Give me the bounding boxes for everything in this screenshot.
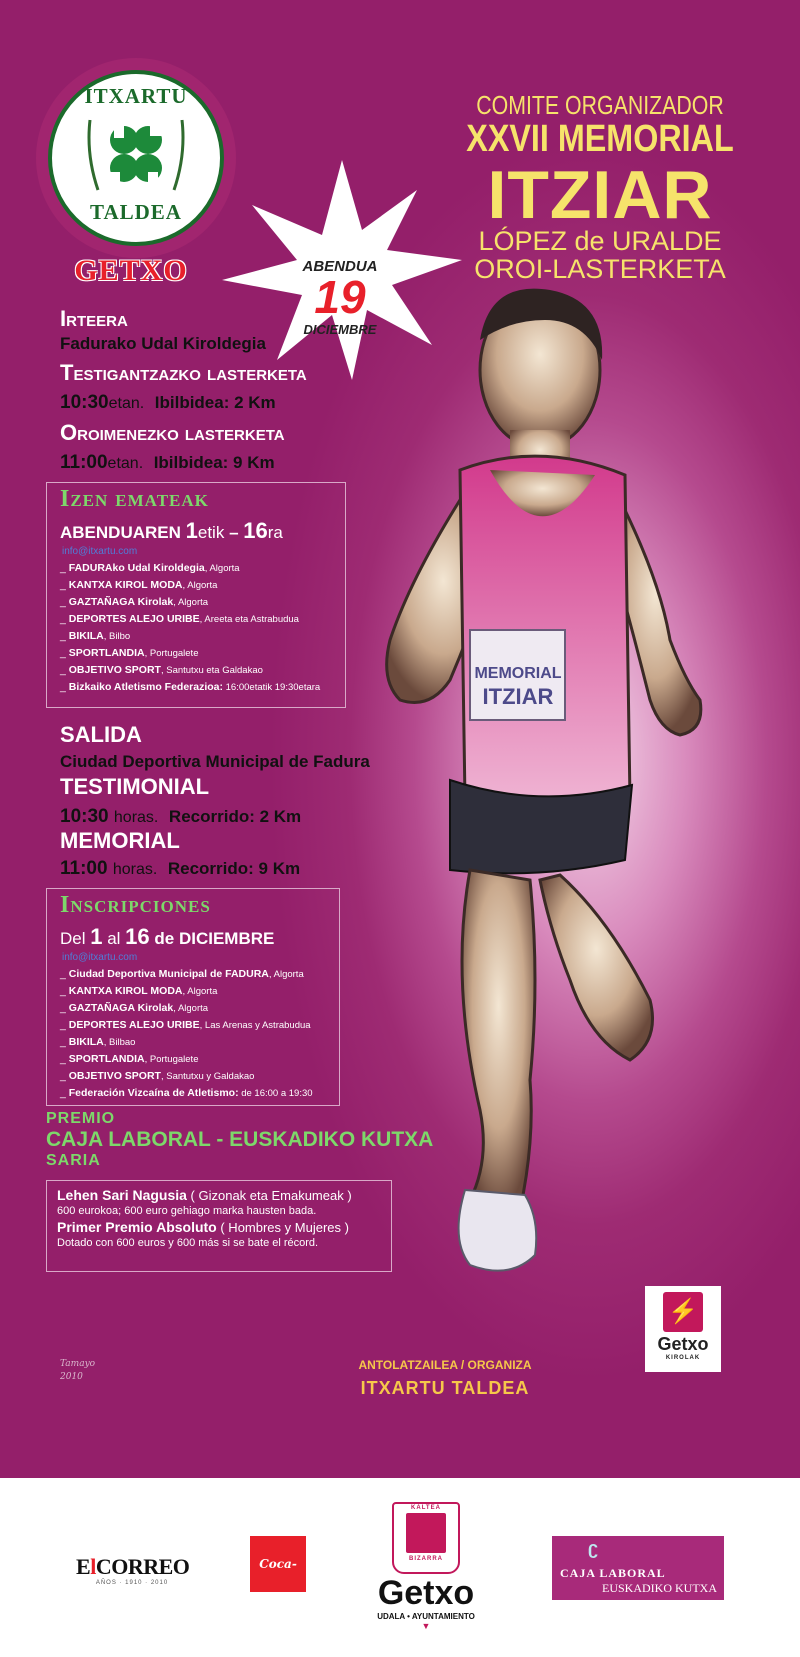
list-item bbox=[60, 560, 320, 577]
list-item-extra: de FADURA bbox=[207, 968, 269, 980]
elcorreo-a: E bbox=[76, 1554, 91, 1579]
list-bullet: _ bbox=[60, 968, 69, 980]
list-item bbox=[60, 983, 313, 1000]
title-organizer: COMITE ORGANIZADOR bbox=[476, 90, 724, 120]
elcorreo-c: CORREO bbox=[95, 1554, 190, 1579]
insc-dates-d: 16 bbox=[125, 924, 150, 949]
list-item bbox=[60, 1051, 313, 1068]
list-bullet: _ bbox=[60, 596, 69, 608]
list-bullet: _ bbox=[60, 1053, 69, 1065]
date-day: 19 bbox=[314, 271, 366, 323]
list-item-name: Bizkaiko Atletismo Federazioa: bbox=[68, 681, 223, 693]
list-item-location: de 16:00 a 19:30 bbox=[238, 1088, 313, 1099]
premio-line3: SARIA bbox=[46, 1152, 101, 1169]
list-item-name: BIKILA bbox=[68, 630, 104, 642]
testi-time-row bbox=[60, 392, 276, 414]
irteera-place: Fadurako Udal Kiroldegia bbox=[60, 334, 266, 353]
bib-line1: MEMORIAL bbox=[474, 665, 562, 682]
getxo-udala-name: Getxo bbox=[377, 1574, 475, 1612]
list-bullet: _ bbox=[60, 647, 69, 659]
prize-es-title: Primer Premio Absoluto bbox=[57, 1219, 217, 1235]
oroi-time-row bbox=[60, 452, 275, 474]
shield-top-text: KALTEA bbox=[411, 1505, 441, 1511]
cocacola-logo: Coca-Cola bbox=[250, 1536, 306, 1592]
prize-es-text: Dotado con 600 euros y 600 más si se bate el récord. bbox=[57, 1237, 319, 1249]
inscripciones-title: Inscripciones bbox=[60, 892, 211, 918]
list-bullet: _ bbox=[60, 664, 69, 676]
list-item bbox=[60, 1068, 313, 1085]
list-item bbox=[60, 611, 320, 628]
list-item-location: , Las Arenas y Astrabudua bbox=[199, 1020, 311, 1031]
shield-bottom-text: BIZARRA bbox=[409, 1556, 443, 1562]
shield-emblem bbox=[406, 1513, 446, 1553]
list-item-location: , Portugalete bbox=[144, 648, 199, 659]
testi-heading: Testigantzazko lasterketa bbox=[60, 360, 307, 385]
mem-route: Recorrido: 9 Km bbox=[167, 859, 301, 878]
izen-dates-d: – bbox=[224, 523, 244, 542]
list-item bbox=[60, 1017, 313, 1034]
list-bullet: _ bbox=[60, 1002, 69, 1014]
test-route: Recorrido: 2 Km bbox=[168, 807, 302, 826]
prize-eu-sub: ( Gizonak eta Emakumeak ) bbox=[186, 1188, 352, 1203]
getxo-udala-logo bbox=[358, 1502, 494, 1631]
organiza-block bbox=[320, 1358, 570, 1399]
list-bullet: _ bbox=[60, 630, 69, 642]
list-item-name: Ciudad Deportiva Municipal bbox=[68, 968, 208, 980]
list-item bbox=[60, 1000, 313, 1017]
testi-time-suffix: etan. bbox=[108, 395, 145, 412]
list-item-location: , Algorta bbox=[204, 563, 240, 574]
date-month-es: DICIEMBRE bbox=[303, 322, 377, 337]
izen-dates-c: etik bbox=[197, 523, 225, 542]
list-bullet: _ bbox=[60, 613, 69, 625]
inscripciones-dates bbox=[60, 924, 274, 950]
list-item bbox=[60, 679, 320, 696]
organiza-label: ANTOLATZAILEA / ORGANIZA bbox=[358, 1358, 532, 1372]
caja-laboral-logo bbox=[552, 1536, 724, 1600]
club-logo-top-text: ITXARTU bbox=[84, 84, 188, 108]
artist-signature bbox=[60, 1358, 95, 1384]
getxo-kirolak-name: Getxo bbox=[657, 1334, 709, 1354]
getxo-shield-icon bbox=[392, 1502, 460, 1574]
elcorreo-sub: AÑOS · 1910 · 2010 bbox=[95, 1580, 169, 1586]
list-item-name: FADURA bbox=[68, 562, 113, 574]
title-itziar: ITZIAR bbox=[487, 157, 713, 233]
izen-emateak-title: Izen emateak bbox=[60, 486, 209, 512]
list-item-location: , Algorta bbox=[182, 986, 218, 997]
premio-line1: PREMIO bbox=[46, 1110, 116, 1127]
list-item-location: , Algorta bbox=[173, 597, 209, 608]
testimonial-heading: TESTIMONIAL bbox=[60, 774, 210, 799]
insc-dates-a: Del bbox=[60, 929, 91, 948]
inscripciones-list bbox=[60, 966, 313, 1102]
prize-eu-title: Lehen Sari Nagusia bbox=[57, 1187, 187, 1203]
caja-laboral-line1: CAJA LABORAL bbox=[560, 1566, 666, 1580]
list-item-location: , Algorta bbox=[173, 1003, 209, 1014]
list-item-location: , Algorta bbox=[268, 969, 304, 980]
elcorreo-name bbox=[76, 1554, 188, 1580]
list-bullet: _ bbox=[60, 1036, 69, 1048]
prize-es-sub: ( Hombres y Mujeres ) bbox=[216, 1220, 349, 1235]
list-item-name: Federación Vizcaína de Atletismo: bbox=[68, 1087, 239, 1099]
prize-eu-title-row bbox=[57, 1187, 381, 1203]
oroi-heading: Oroimenezko lasterketa bbox=[60, 420, 285, 445]
getxo-town-label: GETXO bbox=[74, 254, 188, 287]
list-item-extra: ko Udal Kiroldegia bbox=[112, 562, 205, 574]
irteera-heading: Irteera bbox=[60, 306, 128, 331]
izen-dates-f: ra bbox=[267, 523, 283, 542]
list-item bbox=[60, 1085, 313, 1102]
list-item bbox=[60, 662, 320, 679]
list-item-location: 16:00etatik 19:30etara bbox=[223, 682, 321, 693]
elcorreo-b: l bbox=[90, 1554, 96, 1579]
getxo-kirolak-logo bbox=[645, 1286, 721, 1372]
date-month-eu: ABENDUA bbox=[302, 258, 378, 275]
memorial-time-row bbox=[60, 858, 300, 880]
list-item bbox=[60, 594, 320, 611]
list-item-location: , Santutxu eta Galdakao bbox=[160, 665, 263, 676]
oroi-time: 11:00 bbox=[60, 452, 108, 473]
premio-line2: CAJA LABORAL - EUSKADIKO KUTXA bbox=[46, 1128, 434, 1151]
list-item-name: KANTXA KIROL MODA bbox=[68, 985, 183, 997]
getxo-kirolak-sub: KIROLAK bbox=[665, 1355, 701, 1361]
list-item-location: , Santutxu y Galdakao bbox=[160, 1071, 255, 1082]
title-memorial: XXVII MEMORIAL bbox=[466, 118, 734, 160]
list-bullet: _ bbox=[60, 1019, 69, 1031]
izen-email-link[interactable]: info@itxartu.com bbox=[62, 546, 138, 557]
test-suffix: horas. bbox=[113, 809, 159, 826]
insc-dates-e: de DICIEMBRE bbox=[149, 929, 275, 948]
izen-dates-a: ABENDUAREN bbox=[60, 523, 186, 542]
bib-line2: ITZIAR bbox=[482, 684, 554, 709]
list-item-location: , Bilbao bbox=[103, 1037, 136, 1048]
list-item-name: SPORTLANDIA bbox=[68, 647, 145, 659]
getxo-kirolak-icon: ⚡ bbox=[663, 1292, 703, 1332]
getxo-udala-sub: UDALA • AYUNTAMIENTO bbox=[377, 1612, 475, 1621]
testimonial-time-row bbox=[60, 806, 301, 828]
list-item bbox=[60, 645, 320, 662]
list-item bbox=[60, 628, 320, 645]
list-item-name: DEPORTES ALEJO URIBE bbox=[68, 613, 200, 625]
list-item-name: BIKILA bbox=[68, 1036, 104, 1048]
list-item-name: OBJETIVO SPORT bbox=[68, 664, 161, 676]
testi-time: 10:30 bbox=[60, 392, 109, 413]
elcorreo-logo bbox=[76, 1554, 188, 1586]
izen-emateak-dates bbox=[60, 518, 283, 544]
list-item-name: GAZTAÑAGA Kirolak bbox=[68, 1002, 174, 1014]
list-item-name: DEPORTES ALEJO URIBE bbox=[68, 1019, 200, 1031]
lauburu-icon bbox=[84, 110, 188, 200]
insc-dates-c: al bbox=[102, 929, 126, 948]
list-item bbox=[60, 577, 320, 594]
prize-box bbox=[46, 1180, 392, 1272]
signature-name: Tamayo bbox=[60, 1359, 96, 1369]
list-bullet: _ bbox=[60, 681, 69, 693]
list-item-name: OBJETIVO SPORT bbox=[68, 1070, 161, 1082]
list-bullet: _ bbox=[60, 1070, 69, 1082]
list-item-location: , Algorta bbox=[182, 580, 218, 591]
insc-email-link[interactable]: info@itxartu.com bbox=[62, 952, 138, 963]
caja-laboral-line2: EUSKADIKO KUTXA bbox=[602, 1581, 717, 1595]
test-time: 10:30 bbox=[60, 806, 109, 827]
mem-time: 11:00 bbox=[60, 858, 108, 879]
triangle-down-icon: ▼ bbox=[421, 1621, 431, 1631]
oroi-route: Ibilbidea: 9 Km bbox=[153, 453, 275, 472]
insc-dates-b: 1 bbox=[90, 924, 103, 949]
signature-year: 2010 bbox=[60, 1372, 83, 1382]
list-item-name: SPORTLANDIA bbox=[68, 1053, 145, 1065]
list-bullet: _ bbox=[60, 579, 69, 591]
oroi-time-suffix: etan. bbox=[107, 455, 144, 472]
izen-emateak-list bbox=[60, 560, 320, 696]
title-oroi: OROI-LASTERKETA bbox=[474, 254, 726, 284]
list-item-location: , Bilbo bbox=[103, 631, 131, 642]
izen-dates-b: 1 bbox=[185, 518, 198, 543]
list-item bbox=[60, 966, 313, 983]
testi-route: Ibilbidea: 2 Km bbox=[154, 393, 276, 412]
title-lopez: LÓPEZ de URALDE bbox=[478, 226, 722, 256]
list-item bbox=[60, 1034, 313, 1051]
list-item-name: GAZTAÑAGA Kirolak bbox=[68, 596, 174, 608]
izen-dates-e: 16 bbox=[243, 518, 268, 543]
sponsor-footer bbox=[0, 1478, 800, 1657]
list-item-location: , Areeta eta Astrabudua bbox=[199, 614, 299, 625]
prize-es-title-row bbox=[57, 1219, 381, 1235]
premio-block bbox=[46, 1110, 433, 1170]
memorial-heading: MEMORIAL bbox=[60, 828, 180, 853]
list-item-location: , Portugalete bbox=[144, 1054, 199, 1065]
list-bullet: _ bbox=[60, 562, 69, 574]
caja-laboral-icon: ʗ bbox=[588, 1538, 599, 1558]
organiza-name: ITXARTU TALDEA bbox=[360, 1378, 530, 1398]
prize-eu-text: 600 eurokoa; 600 euro gehiago marka hausten bada. bbox=[57, 1205, 317, 1217]
salida-place: Ciudad Deportiva Municipal de Fadura bbox=[60, 752, 370, 771]
list-bullet: _ bbox=[60, 985, 69, 997]
club-logo-bottom-text: TALDEA bbox=[90, 200, 182, 224]
list-item-name: KANTXA KIROL MODA bbox=[68, 579, 183, 591]
salida-heading: SALIDA bbox=[60, 722, 142, 747]
mem-suffix: horas. bbox=[112, 861, 158, 878]
list-bullet: _ bbox=[60, 1087, 69, 1099]
